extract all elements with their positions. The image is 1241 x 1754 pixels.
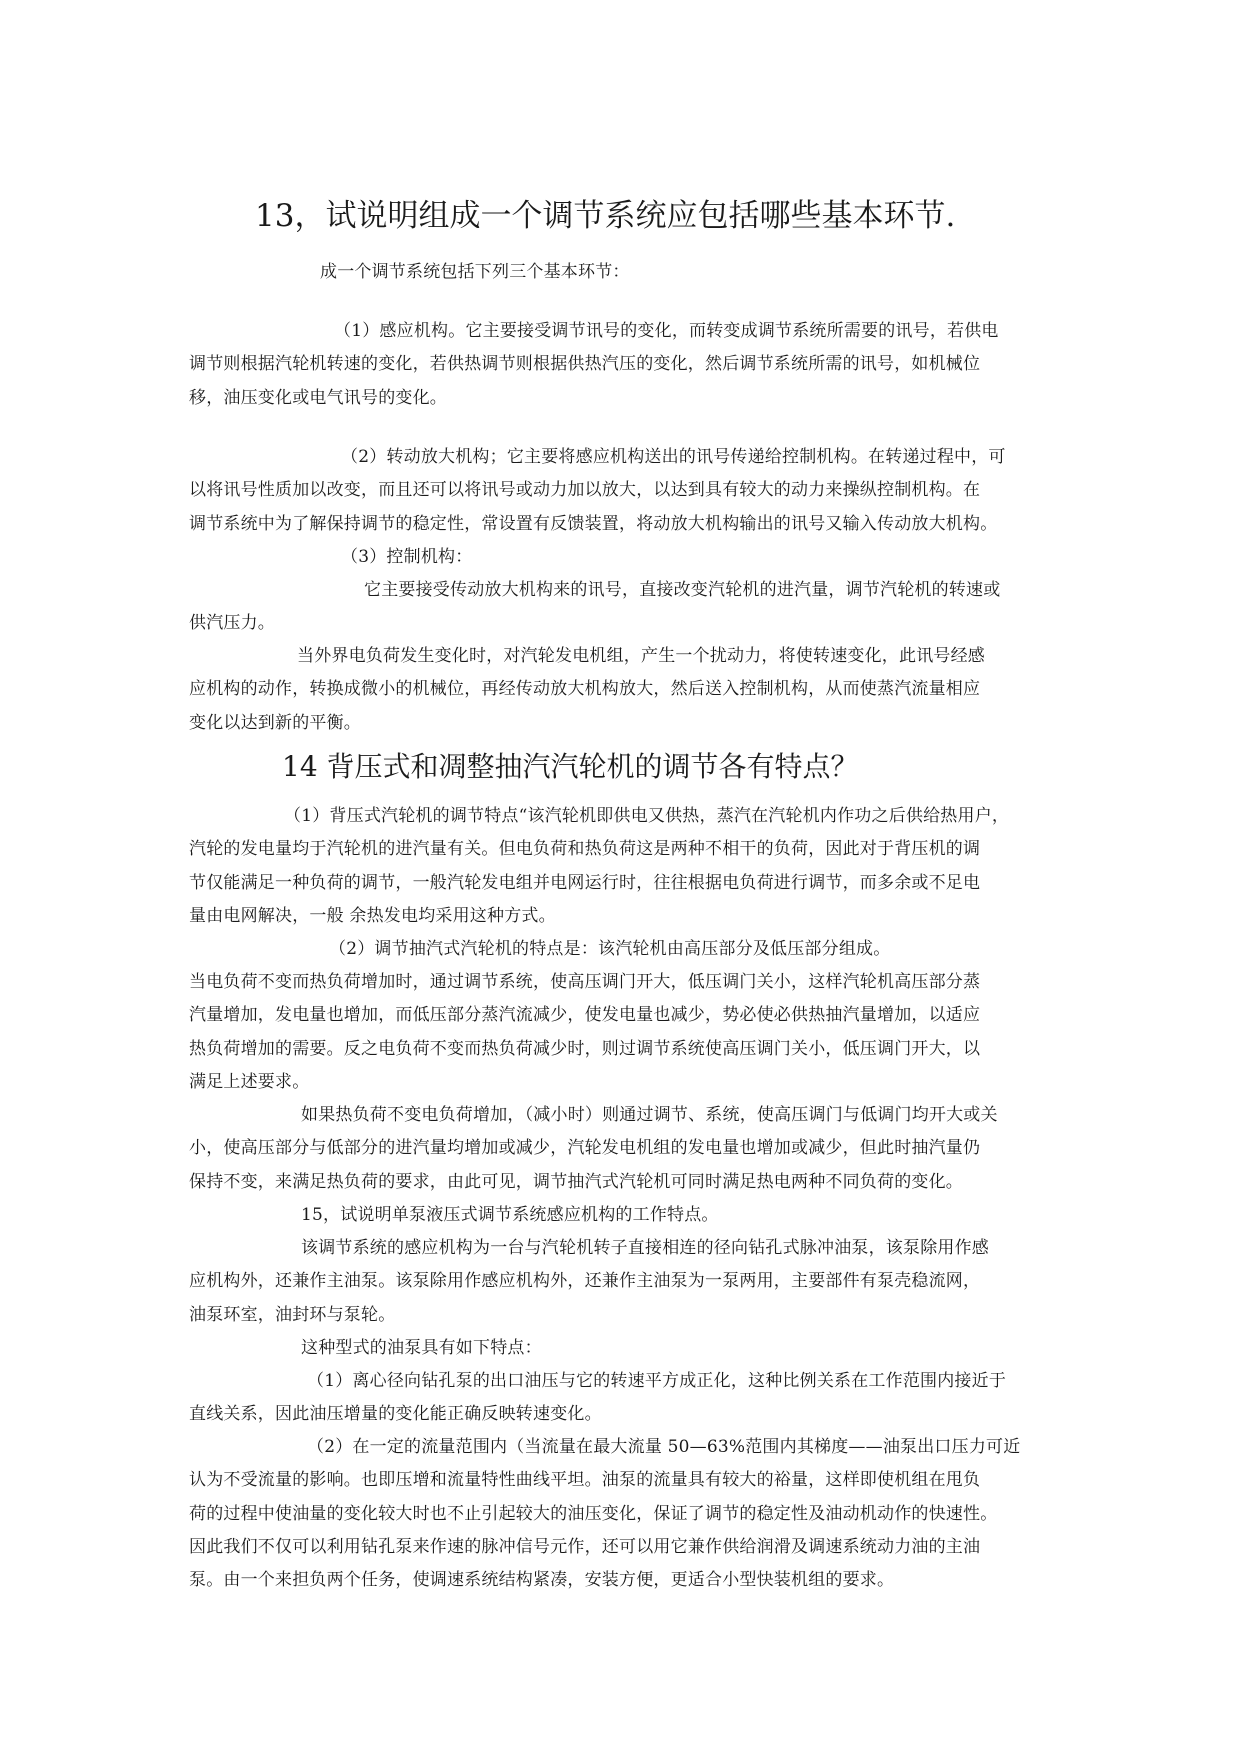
text-line: 因此我们不仅可以利用钻孔泵来作速的脉冲信号元作，还可以用它兼作供给润滑及调速系统动力油的主油 — [189, 1536, 981, 1557]
paragraph-15-4 — [189, 1431, 1051, 1597]
text-line: 油泵环室，油封环与泵轮。 — [189, 1304, 396, 1325]
paragraph-14-2-title — [189, 933, 1051, 966]
heading-question-15 — [189, 1199, 1051, 1232]
paragraph-13-3-title — [189, 541, 1051, 574]
text-line: 当电负荷不变而热负荷增加时，通过调节系统，使高压调门开大，低压调门关小，这样汽轮机高压部分蒸 — [189, 972, 981, 992]
text-line: 热负荷增加的需要。反之电负荷不变而热负荷减少时，则过调节系统使高压调门关小，低压调门开大，以 — [189, 1038, 981, 1059]
text-line: 应机构的动作，转换成微小的机械位，再经传动放大机构放大，然后送入控制机构，从而使蒸汽流量相应 — [189, 679, 981, 700]
paragraph-14-2 — [189, 966, 1051, 1099]
text-line: 节仅能满足一种负荷的调节，一般汽轮发电组并电网运行时，往往根据电负荷进行调节，而多余或不足电 — [189, 872, 981, 893]
heading-question-13: 13，试说明组成一个调节系统应包括哪些基本环节. — [255, 198, 956, 234]
text-line: （3）控制机构： — [341, 547, 473, 567]
paragraph-13-1 — [189, 315, 1051, 415]
text-line: 移，油压变化或电气讯号的变化。 — [189, 387, 447, 408]
text-line: 保持不变，来满足热负荷的要求，由此可见，调节抽汽式汽轮机可同时满足热电两种不同负荷的变化。 — [189, 1171, 963, 1192]
text-line: （1）离心径向钻孔泵的出口油压与它的转速平方成正化，这种比例关系在工作范围内接近于 — [307, 1371, 1007, 1391]
text-line: 泵。由一个来担负两个任务，使调速系统结构紧凑，安装方便，更适合小型快装机组的要求。 — [189, 1570, 895, 1591]
text-line: 量由电网解决，一般 余热发电均采用这种方式。 — [189, 905, 556, 926]
text-line: 汽量增加，发电量也增加，而低压部分蒸汽流减少，使发电量也减少，势必使必供热抽汽量增加，以适应 — [189, 1005, 981, 1026]
text-line: （2）转动放大机构；它主要将感应机构送出的讯号传递给控制机构。在转递过程中，可 — [341, 447, 1006, 467]
text-line: 调节则根据汽轮机转速的变化，若供热调节则根据供热汽压的变化，然后调节系统所需的讯号，如机械位 — [189, 354, 981, 375]
text-line: 调节系统中为了解保持调节的稳定性，常设置有反馈装置，将动放大机构输出的讯号又输入传动放大机构。 — [189, 513, 998, 534]
text-line: 变化以达到新的平衡。 — [189, 712, 361, 733]
paragraph-15-1 — [189, 1232, 1051, 1332]
text-line: 满足上述要求。 — [189, 1071, 310, 1092]
intro-13 — [189, 256, 1051, 289]
paragraph-13-3 — [189, 574, 1051, 641]
paragraph-13-4 — [189, 640, 1051, 740]
text-line: 供汽压力。 — [189, 613, 275, 634]
heading-question-14: 14 背压式和凋整抽汽汽轮机的调节各有特点？ — [282, 750, 859, 783]
paragraph-13-2 — [189, 441, 1051, 541]
text-line: 应机构外，还兼作主油泵。该泵除用作感应机构外，还兼作主油泵为一泵两用，主要部件有泵壳稳流网， — [189, 1271, 981, 1292]
intro-13-text: 成一个调节系统包括下列三个基本环节： — [320, 262, 630, 282]
text-line: 当外界电负荷发生变化时，对汽轮发电机组，产生一个扰动力，将使转速变化，此讯号经感 — [297, 646, 985, 666]
text-line: （1）感应机构。它主要接受调节讯号的变化，而转变成调节系统所需要的讯号，若供电 — [334, 321, 999, 341]
text-line: （2）调节抽汽式汽轮机的特点是：该汽轮机由高压部分及低压部分组成。 — [329, 939, 891, 959]
text-line: 这种型式的油泵具有如下特点： — [301, 1338, 542, 1358]
text-line: 15，试说明单泵液压式调节系统感应机构的工作特点。 — [301, 1205, 719, 1225]
paragraph-15-3 — [189, 1365, 1051, 1432]
text-line: 荷的过程中使油量的变化较大时也不止引起较大的油压变化，保证了调节的稳定性及油动机动作的快速性。 — [189, 1503, 998, 1524]
paragraph-14-1 — [189, 800, 1051, 933]
text-line: 小，使高压部分与低部分的进汽量均增加或减少，汽轮发电机组的发电量也增加或减少，但此时抽汽量仍 — [189, 1138, 981, 1159]
text-line: 认为不受流量的影响。也即压增和流量特性曲线平坦。油泵的流量具有较大的裕量，这样即使机组在甩负 — [189, 1470, 981, 1491]
text-line: 如果热负荷不变电负荷增加，（减小时）则通过调节、系统，使高压调门与低调门均开大或关 — [301, 1105, 998, 1125]
text-line: （1）背压式汽轮机的调节特点“该汽轮机即供电又供热，蒸汽在汽轮机内作功之后供给热用户， — [284, 806, 1010, 826]
text-line: （2）在一定的流量范围内（当流量在最大流量 50—63%范围内其梯度——油泵出口压力可近 — [307, 1437, 1021, 1457]
text-line: 它主要接受传动放大机构来的讯号，直接改变汽轮机的进汽量，调节汽轮机的转速或 — [364, 580, 1001, 600]
text-line: 直线关系，因此油压增量的变化能正确反映转速变化。 — [189, 1404, 602, 1425]
text-line: 该调节系统的感应机构为一台与汽轮机转子直接相连的径向钻孔式脉冲油泵，该泵除用作感 — [301, 1238, 989, 1258]
text-line: 以将讯号性质加以改变，而且还可以将讯号或动力加以放大，以达到具有较大的动力来操纵控制机构。在 — [189, 480, 981, 501]
text-line: 汽轮的发电量均于汽轮机的进汽量有关。但电负荷和热负荷这是两种不相干的负荷，因此对于背压机的调 — [189, 839, 981, 860]
paragraph-14-3 — [189, 1099, 1051, 1199]
paragraph-15-2 — [189, 1332, 1051, 1365]
